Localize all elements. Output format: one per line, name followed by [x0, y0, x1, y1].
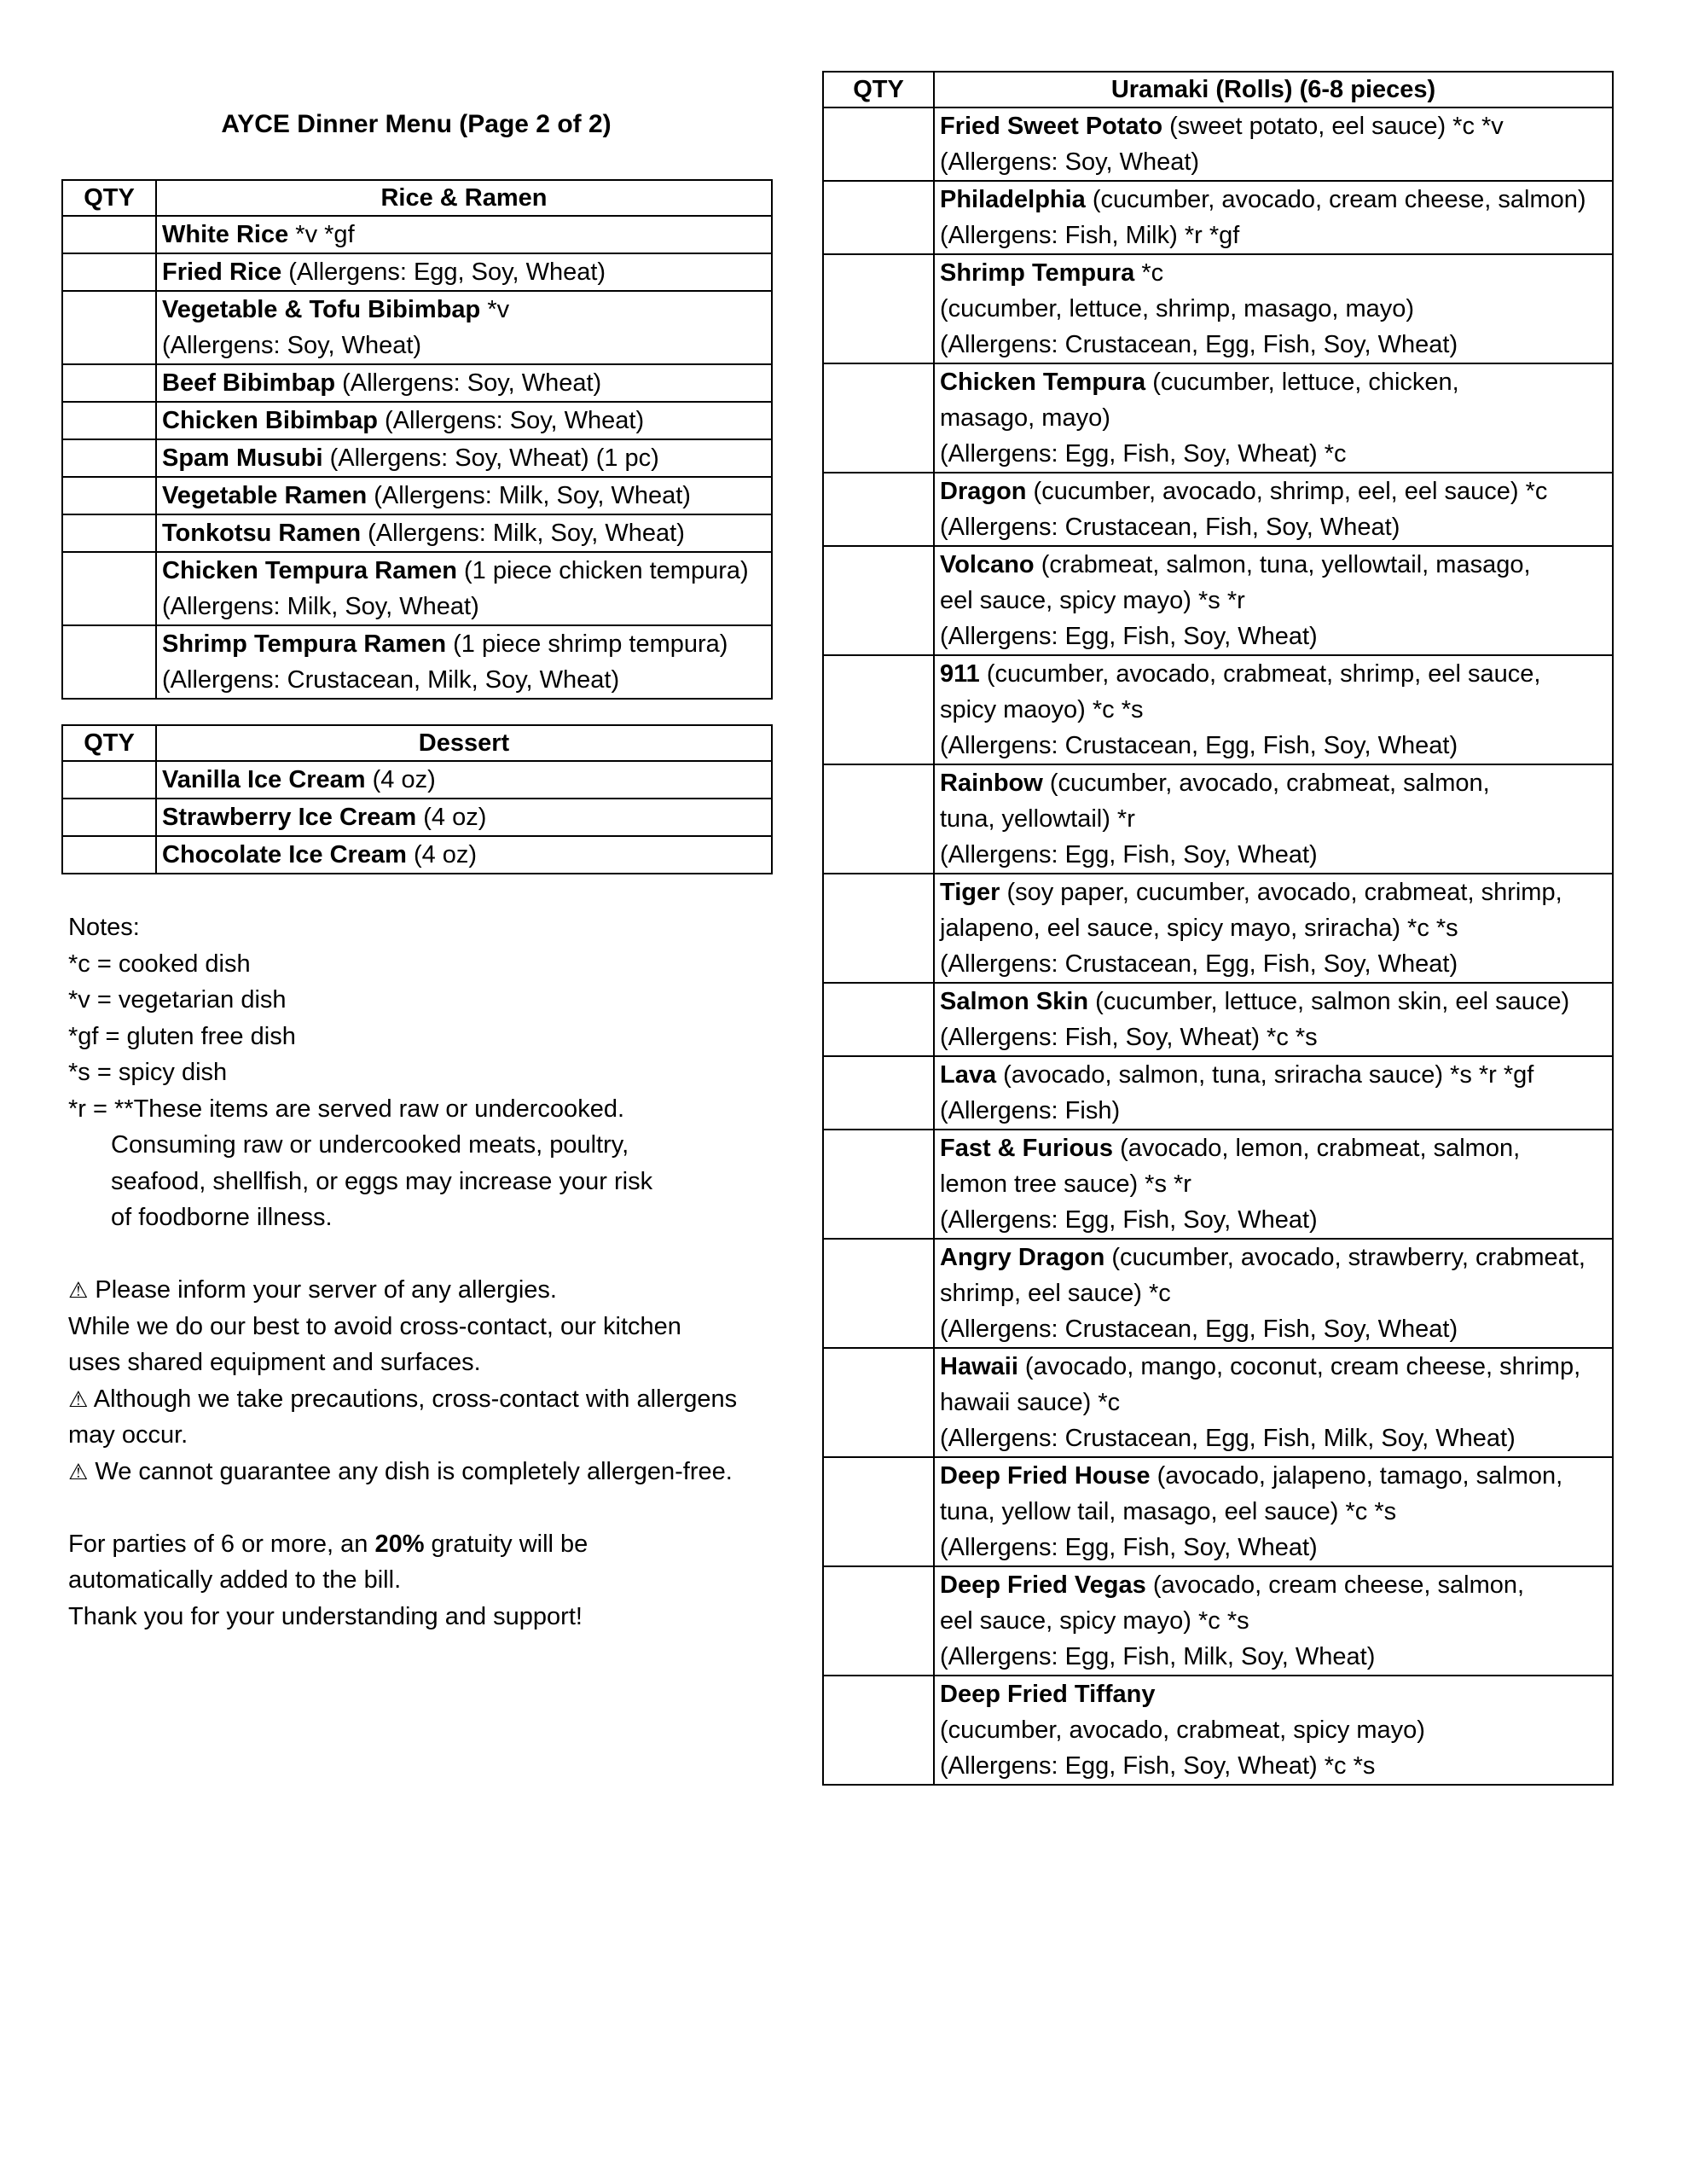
item-name: Tonkotsu Ramen — [162, 520, 362, 547]
section-header: Rice & Ramen — [156, 180, 772, 216]
qty-cell[interactable] — [823, 983, 934, 1056]
qty-cell[interactable] — [823, 764, 934, 874]
legend-line: *r = **These items are served raw or undercooked. — [68, 1095, 625, 1123]
item-detail: (Allergens: Soy, Wheat) — [335, 369, 602, 397]
item-detail: (Allergens: Egg, Fish, Soy, Wheat) *c *s — [940, 1752, 1376, 1780]
item-detail: (Allergens: Fish) — [940, 1097, 1121, 1124]
menu-row — [823, 1056, 1613, 1130]
qty-cell[interactable] — [62, 799, 156, 836]
menu-row — [62, 477, 772, 514]
menu-row — [62, 552, 772, 625]
menu-row — [62, 761, 772, 799]
menu-item — [156, 402, 772, 439]
menu-row — [823, 655, 1613, 764]
rolls-table — [822, 71, 1614, 1786]
item-name: Tiger — [940, 879, 1000, 906]
menu-row — [823, 1239, 1613, 1348]
raw-warning-line: of foodborne illness. — [111, 1204, 333, 1231]
item-line — [162, 292, 766, 328]
item-line — [162, 837, 766, 873]
menu-item — [934, 1056, 1613, 1130]
menu-row — [823, 1566, 1613, 1676]
item-line — [940, 1093, 1607, 1129]
item-detail: (avocado, lemon, crabmeat, salmon, — [1113, 1135, 1521, 1162]
item-detail: (crabmeat, salmon, tuna, yellowtail, masago, — [1034, 551, 1531, 578]
item-line — [940, 765, 1607, 801]
item-detail: (Allergens: Soy, Wheat) (1 pc) — [322, 444, 659, 472]
item-detail: (Allergens: Crustacean, Egg, Fish, Soy, Wheat) — [940, 331, 1458, 358]
item-name: Chicken Tempura — [940, 369, 1146, 396]
item-name: Angry Dragon — [940, 1244, 1105, 1271]
menu-row — [62, 799, 772, 836]
menu-row — [62, 364, 772, 402]
item-line — [162, 478, 766, 514]
item-detail: (4 oz) — [365, 766, 436, 793]
menu-row — [62, 625, 772, 699]
legend-line: *v = vegetarian dish — [68, 986, 287, 1014]
item-line — [162, 553, 766, 589]
item-line — [940, 1130, 1607, 1166]
menu-row — [823, 1348, 1613, 1457]
menu-row — [823, 874, 1613, 983]
item-name: Philadelphia — [940, 186, 1086, 213]
item-name: Spam Musubi — [162, 444, 323, 472]
item-detail: (avocado, jalapeno, tamago, salmon, — [1150, 1462, 1563, 1490]
item-line — [940, 1311, 1607, 1347]
allergy-line: While we do our best to avoid cross-contact, our kitchen — [68, 1312, 681, 1340]
item-line — [162, 799, 766, 835]
cross-contact-notice: ⚠ Although we take precautions, cross-contact with allergens — [68, 1381, 802, 1418]
allergy-notice: ⚠ Please inform your server of any allergies. — [68, 1272, 802, 1309]
menu-item — [156, 514, 772, 552]
qty-cell[interactable] — [823, 181, 934, 254]
qty-cell[interactable] — [62, 552, 156, 625]
menu-item — [156, 253, 772, 291]
item-line — [940, 1202, 1607, 1238]
menu-item — [156, 439, 772, 477]
item-detail: (cucumber, avocado, shrimp, eel, eel sauce) *c — [1026, 478, 1548, 505]
dessert-table — [61, 724, 773, 874]
item-line — [940, 436, 1607, 472]
item-line — [940, 1385, 1607, 1420]
item-line — [940, 547, 1607, 583]
menu-item — [934, 983, 1613, 1056]
item-detail: masago, mayo) — [940, 404, 1110, 432]
item-line — [162, 365, 766, 401]
item-line — [940, 1275, 1607, 1311]
item-detail: (Allergens: Egg, Soy, Wheat) — [281, 258, 606, 286]
qty-cell[interactable] — [823, 1566, 934, 1676]
item-detail: (Allergens: Fish, Milk) *r *gf — [940, 222, 1240, 249]
item-detail: (Allergens: Egg, Fish, Soy, Wheat) *c — [940, 440, 1347, 468]
item-line — [940, 837, 1607, 873]
item-line — [940, 946, 1607, 982]
qty-cell[interactable] — [823, 1130, 934, 1239]
menu-row — [823, 473, 1613, 546]
item-name: Deep Fried Vegas — [940, 1571, 1146, 1599]
raw-warning-line: Consuming raw or undercooked meats, poultry, — [111, 1131, 629, 1159]
item-name: Beef Bibimbap — [162, 369, 336, 397]
item-detail: (Allergens: Crustacean, Egg, Fish, Soy, Wheat) — [940, 732, 1458, 759]
item-line — [940, 1240, 1607, 1275]
qty-header: QTY — [823, 72, 934, 107]
item-detail: (cucumber, lettuce, chicken, — [1145, 369, 1459, 396]
menu-item — [934, 874, 1613, 983]
qty-cell[interactable] — [823, 1348, 934, 1457]
menu-item — [156, 799, 772, 836]
item-name: Deep Fried House — [940, 1462, 1151, 1490]
item-line — [940, 1639, 1607, 1675]
menu-row — [823, 181, 1613, 254]
thanks-line: Thank you for your understanding and support! — [68, 1602, 583, 1630]
section-header: Dessert — [156, 725, 772, 761]
item-line — [940, 327, 1607, 363]
item-detail: (sweet potato, eel sauce) *c *v — [1162, 113, 1504, 140]
item-detail: eel sauce, spicy mayo) *s *r — [940, 587, 1245, 614]
item-line — [940, 1494, 1607, 1530]
menu-row — [823, 1676, 1613, 1785]
item-name: Chicken Bibimbap — [162, 407, 378, 434]
menu-row — [823, 546, 1613, 655]
item-detail: (4 oz) — [406, 841, 478, 868]
item-line — [162, 589, 766, 624]
qty-cell[interactable] — [62, 364, 156, 402]
legend-line: *gf = gluten free dish — [68, 1022, 296, 1050]
menu-item — [934, 1348, 1613, 1457]
item-detail: tuna, yellow tail, masago, eel sauce) *c *s — [940, 1498, 1397, 1525]
item-name: Vanilla Ice Cream — [162, 766, 366, 793]
menu-item — [934, 254, 1613, 363]
item-line — [940, 1349, 1607, 1385]
qty-cell[interactable] — [823, 1457, 934, 1566]
item-detail: (Allergens: Crustacean, Egg, Fish, Milk, Soy, Wheat) — [940, 1425, 1516, 1452]
item-name: Dragon — [940, 478, 1027, 505]
item-line — [940, 692, 1607, 728]
item-detail: (cucumber, lettuce, shrimp, masago, mayo) — [940, 295, 1415, 322]
qty-cell[interactable] — [62, 761, 156, 799]
item-name: 911 — [940, 660, 980, 688]
item-detail: *c — [1134, 259, 1164, 287]
gratuity-line: For parties of 6 or more, an 20% gratuity will be — [68, 1530, 588, 1558]
item-name: Vegetable Ramen — [162, 482, 368, 509]
qty-cell[interactable] — [823, 363, 934, 473]
menu-item — [934, 1239, 1613, 1348]
item-detail: (Allergens: Egg, Fish, Soy, Wheat) — [940, 1206, 1318, 1234]
menu-item — [934, 546, 1613, 655]
menu-row — [823, 1130, 1613, 1239]
item-detail: (4 oz) — [416, 804, 487, 831]
item-detail: (Allergens: Crustacean, Egg, Fish, Soy, Wheat) — [940, 1316, 1458, 1343]
allergy-line: may occur. — [68, 1421, 188, 1449]
item-detail: hawaii sauce) *c — [940, 1389, 1121, 1416]
item-detail: (avocado, mango, coconut, cream cheese, shrimp, — [1017, 1353, 1581, 1380]
item-name: Hawaii — [940, 1353, 1018, 1380]
item-line — [940, 364, 1607, 400]
item-name: Rainbow — [940, 770, 1043, 797]
item-detail: (cucumber, avocado, cream cheese, salmon) — [1085, 186, 1586, 213]
item-line — [940, 182, 1607, 218]
qty-cell[interactable] — [823, 1056, 934, 1130]
item-line — [940, 619, 1607, 654]
menu-item — [934, 1566, 1613, 1676]
item-line — [940, 583, 1607, 619]
menu-row — [62, 439, 772, 477]
menu-item — [156, 364, 772, 402]
item-detail: (Allergens: Crustacean, Fish, Soy, Wheat) — [940, 514, 1400, 541]
menu-row — [62, 291, 772, 364]
item-detail: lemon tree sauce) *s *r — [940, 1170, 1191, 1198]
item-line — [940, 984, 1607, 1019]
item-detail: tuna, yellowtail) *r — [940, 805, 1135, 833]
item-name: Salmon Skin — [940, 988, 1089, 1015]
item-line — [940, 1603, 1607, 1639]
menu-row — [823, 983, 1613, 1056]
qty-header: QTY — [62, 180, 156, 216]
menu-item — [934, 1676, 1613, 1785]
item-detail: (cucumber, lettuce, salmon skin, eel sauce) — [1088, 988, 1570, 1015]
item-name: Shrimp Tempura — [940, 259, 1135, 287]
item-line — [162, 662, 766, 698]
item-detail: (cucumber, avocado, crabmeat, salmon, — [1042, 770, 1490, 797]
menu-row — [823, 363, 1613, 473]
qty-cell[interactable] — [62, 216, 156, 253]
item-line — [940, 255, 1607, 291]
qty-cell[interactable] — [823, 1676, 934, 1785]
item-line — [940, 1712, 1607, 1748]
qty-cell[interactable] — [62, 836, 156, 874]
warning-icon: ⚠ — [68, 1458, 89, 1484]
item-line — [162, 254, 766, 290]
item-line — [940, 1567, 1607, 1603]
item-detail: (Allergens: Soy, Wheat) — [378, 407, 645, 434]
item-line — [940, 218, 1607, 253]
menu-row — [62, 514, 772, 552]
item-line — [940, 473, 1607, 509]
item-line — [940, 1420, 1607, 1456]
item-detail: (cucumber, avocado, crabmeat, shrimp, eel sauce, — [979, 660, 1541, 688]
item-line — [162, 328, 766, 363]
item-detail: (Allergens: Crustacean, Milk, Soy, Wheat) — [162, 666, 620, 694]
item-name: White Rice — [162, 221, 289, 248]
item-name: Fried Sweet Potato — [940, 113, 1163, 140]
item-line — [162, 626, 766, 662]
gratuity-line: automatically added to the bill. — [68, 1566, 402, 1594]
item-detail: (cucumber, avocado, strawberry, crabmeat, — [1104, 1244, 1586, 1271]
warning-icon: ⚠ — [68, 1277, 89, 1303]
menu-row — [62, 836, 772, 874]
menu-item — [934, 473, 1613, 546]
item-line — [940, 656, 1607, 692]
item-line — [940, 728, 1607, 764]
qty-cell[interactable] — [823, 107, 934, 181]
allergy-line: uses shared equipment and surfaces. — [68, 1349, 481, 1376]
item-detail: spicy maoyo) *c *s — [940, 696, 1144, 723]
item-detail: (soy paper, cucumber, avocado, crabmeat, shrimp, — [1000, 879, 1562, 906]
qty-cell[interactable] — [62, 625, 156, 699]
qty-cell[interactable] — [62, 439, 156, 477]
item-detail: (avocado, salmon, tuna, sriracha sauce) *s *r *gf — [996, 1061, 1534, 1089]
item-detail: (Allergens: Soy, Wheat) — [940, 148, 1200, 176]
item-name: Deep Fried Tiffany — [940, 1681, 1156, 1708]
qty-cell[interactable] — [62, 402, 156, 439]
item-detail: jalapeno, eel sauce, spicy mayo, sriracha) *c *s — [940, 915, 1458, 942]
item-detail: (avocado, cream cheese, salmon, — [1145, 1571, 1525, 1599]
item-name: Fast & Furious — [940, 1135, 1114, 1162]
warning-icon: ⚠ — [68, 1385, 89, 1412]
qty-cell[interactable] — [62, 477, 156, 514]
item-line — [940, 801, 1607, 837]
qty-cell[interactable] — [62, 514, 156, 552]
item-line — [940, 1458, 1607, 1494]
menu-item — [156, 836, 772, 874]
item-detail: (1 piece chicken tempura) — [456, 557, 749, 584]
menu-item — [934, 1457, 1613, 1566]
qty-cell[interactable] — [823, 473, 934, 546]
legend-line: *s = spicy dish — [68, 1059, 228, 1086]
gratuity-percent: 20% — [374, 1530, 425, 1558]
item-line — [162, 217, 766, 253]
item-detail: (Allergens: Soy, Wheat) — [162, 332, 422, 359]
qty-header: QTY — [62, 725, 156, 761]
menu-item — [156, 552, 772, 625]
item-line — [162, 403, 766, 439]
item-line — [940, 1676, 1607, 1712]
qty-cell[interactable] — [823, 254, 934, 363]
raw-warning-line: seafood, shellfish, or eggs may increase your risk — [111, 1167, 653, 1195]
item-name: Lava — [940, 1061, 997, 1089]
item-line — [940, 1019, 1607, 1055]
item-line — [940, 874, 1607, 910]
item-detail: (Allergens: Milk, Soy, Wheat) — [367, 482, 691, 509]
item-line — [940, 910, 1607, 946]
item-detail: eel sauce, spicy mayo) *c *s — [940, 1607, 1249, 1635]
item-line — [162, 762, 766, 798]
item-detail: (1 piece shrimp tempura) — [446, 630, 728, 658]
menu-item — [934, 655, 1613, 764]
item-detail: (Allergens: Fish, Soy, Wheat) *c *s — [940, 1024, 1318, 1051]
item-line — [940, 1166, 1607, 1202]
rice-ramen-table — [61, 179, 773, 700]
menu-item — [156, 625, 772, 699]
menu-item — [934, 1130, 1613, 1239]
qty-cell[interactable] — [62, 253, 156, 291]
menu-row — [62, 253, 772, 291]
item-name: Chocolate Ice Cream — [162, 841, 407, 868]
item-detail: *v — [480, 296, 510, 323]
guarantee-notice: ⚠ We cannot guarantee any dish is completely allergen-free. — [68, 1454, 802, 1490]
section-header: Uramaki (Rolls) (6-8 pieces) — [934, 72, 1613, 107]
legend-line: *c = cooked dish — [68, 950, 251, 978]
menu-row — [62, 216, 772, 253]
item-detail: (Allergens: Egg, Fish, Soy, Wheat) — [940, 623, 1318, 650]
menu-item — [934, 107, 1613, 181]
item-name: Shrimp Tempura Ramen — [162, 630, 447, 658]
item-line — [940, 1748, 1607, 1784]
notes-heading: Notes: — [68, 914, 140, 941]
item-detail: (Allergens: Milk, Soy, Wheat) — [162, 593, 479, 620]
item-name: Strawberry Ice Cream — [162, 804, 417, 831]
page-title: AYCE Dinner Menu (Page 2 of 2) — [221, 110, 612, 138]
menu-row — [62, 402, 772, 439]
qty-cell[interactable] — [823, 874, 934, 983]
item-line — [940, 144, 1607, 180]
menu-item — [156, 291, 772, 364]
item-detail: (Allergens: Egg, Fish, Milk, Soy, Wheat) — [940, 1643, 1376, 1670]
item-line — [162, 440, 766, 476]
notes-block — [68, 909, 802, 1635]
item-detail: (Allergens: Egg, Fish, Soy, Wheat) — [940, 841, 1318, 868]
qty-cell[interactable] — [62, 291, 156, 364]
menu-item — [934, 181, 1613, 254]
item-name: Chicken Tempura Ramen — [162, 557, 457, 584]
item-name: Fried Rice — [162, 258, 282, 286]
qty-cell[interactable] — [823, 546, 934, 655]
menu-row — [823, 1457, 1613, 1566]
menu-row — [823, 764, 1613, 874]
item-line — [940, 400, 1607, 436]
item-line — [940, 509, 1607, 545]
menu-item — [156, 216, 772, 253]
item-line — [940, 108, 1607, 144]
menu-row — [823, 107, 1613, 181]
item-detail: (Allergens: Crustacean, Egg, Fish, Soy, Wheat) — [940, 950, 1458, 978]
menu-item — [934, 764, 1613, 874]
qty-cell[interactable] — [823, 1239, 934, 1348]
menu-item — [934, 363, 1613, 473]
item-name: Volcano — [940, 551, 1035, 578]
item-name: Vegetable & Tofu Bibimbap — [162, 296, 481, 323]
menu-row — [823, 254, 1613, 363]
qty-cell[interactable] — [823, 655, 934, 764]
item-detail: *v *gf — [288, 221, 355, 248]
item-line — [940, 1530, 1607, 1565]
item-detail: (Allergens: Egg, Fish, Soy, Wheat) — [940, 1534, 1318, 1561]
menu-item — [156, 761, 772, 799]
item-line — [940, 291, 1607, 327]
item-detail: (Allergens: Milk, Soy, Wheat) — [361, 520, 685, 547]
item-line — [940, 1057, 1607, 1093]
item-detail: (cucumber, avocado, crabmeat, spicy mayo) — [940, 1716, 1425, 1744]
item-detail: shrimp, eel sauce) *c — [940, 1280, 1171, 1307]
menu-item — [156, 477, 772, 514]
item-line — [162, 515, 766, 551]
